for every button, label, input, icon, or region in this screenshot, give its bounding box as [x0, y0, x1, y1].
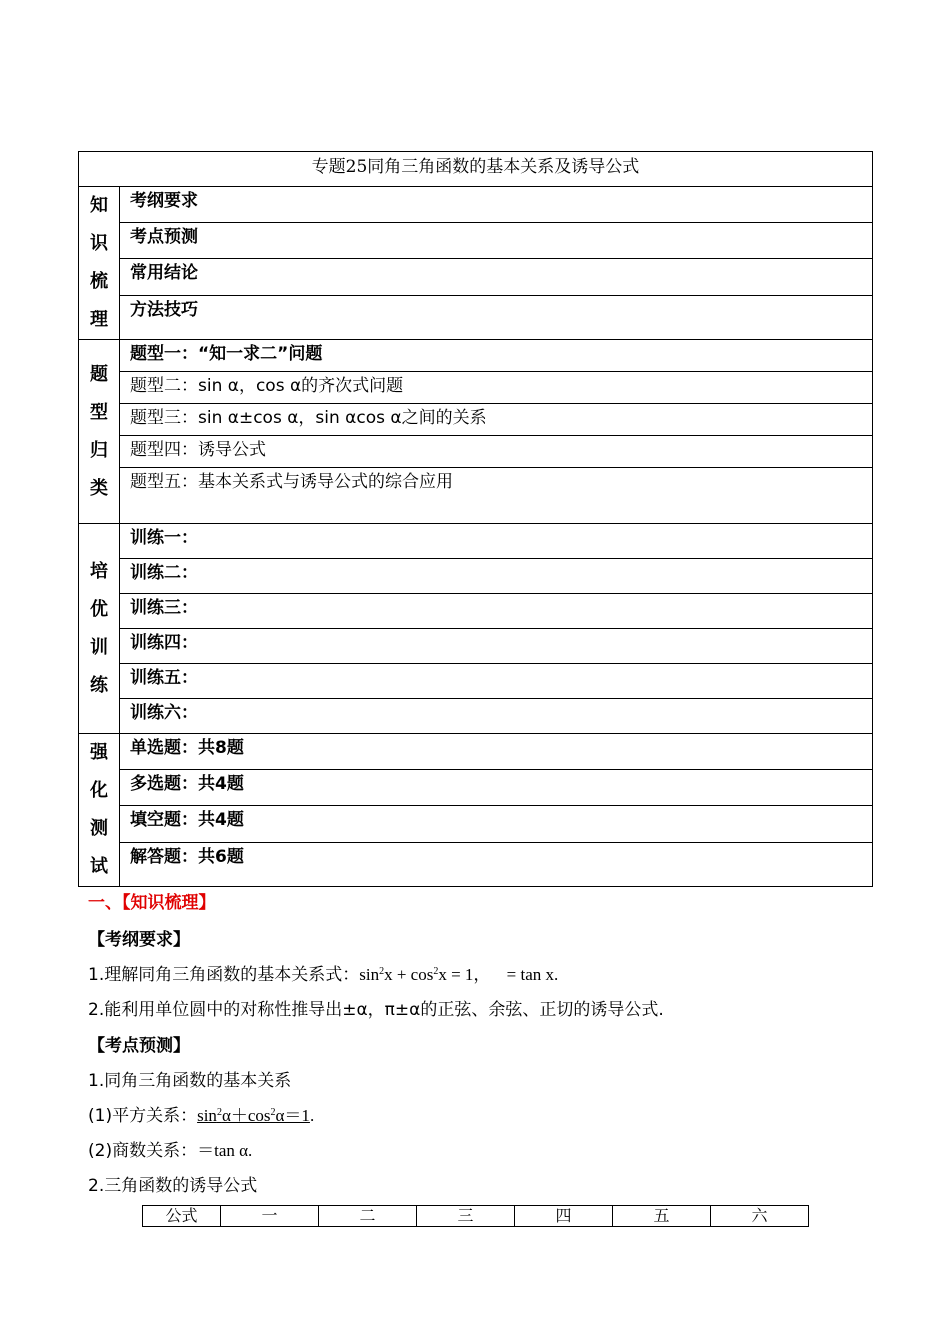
outline-item[interactable]: 题型四：诱导公式 [120, 436, 873, 468]
outline-item[interactable]: 题型二：sin α，cos α的齐次式问题 [120, 372, 873, 404]
outline-item[interactable]: 方法技巧 [120, 295, 873, 339]
outline-item[interactable]: 题型一：“知一求二”问题 [120, 340, 873, 372]
requirement-2: 2.能利用单位圆中的对称性推导出±α，π±α的正弦、余弦、正切的诱导公式. [88, 1000, 664, 1020]
outline-item[interactable]: 常用结论 [120, 259, 873, 295]
category-knowledge: 知 识 梳 理 [79, 187, 120, 340]
category-problem-types: 题 型 归 类 [79, 340, 120, 524]
outline-title: 专题25同角三角函数的基本关系及诱导公式 [79, 152, 873, 187]
outline-item[interactable]: 训练一： [120, 524, 873, 559]
formula-table [142, 1205, 809, 1227]
point-1a: (1)平方关系：$\sin^2\alpha+\cos^2\alpha=1$. [88, 1106, 315, 1126]
point-2: 2.三角函数的诱导公式 [88, 1176, 258, 1196]
outline-item[interactable]: 考点预测 [120, 223, 873, 259]
outline-item[interactable]: 训练二： [120, 559, 873, 594]
formula-header-cell: 六 [711, 1206, 809, 1227]
point-1b: (2)商数关系：＝tan α. [88, 1141, 253, 1161]
outline-table [78, 151, 873, 887]
section-heading: 一、【知识梳理】 [88, 893, 216, 913]
requirement-1: 1.理解同角三角函数的基本关系式：$\sin^2x + \cos^2x = 1$， = tan x. [88, 965, 559, 985]
outline-item[interactable]: 训练四： [120, 629, 873, 664]
formula-header-cell: 三 [417, 1206, 515, 1227]
outline-item[interactable]: 题型五：基本关系式与诱导公式的综合应用 [120, 468, 873, 524]
formula-header-cell: 五 [613, 1206, 711, 1227]
subsection-heading: 【考纲要求】 [88, 930, 190, 950]
outline-item[interactable]: 训练五： [120, 664, 873, 699]
category-training: 培 优 训 练 [79, 524, 120, 734]
outline-item[interactable]: 训练六： [120, 699, 873, 734]
outline-item[interactable]: 考纲要求 [120, 187, 873, 223]
point-1: 1.同角三角函数的基本关系 [88, 1071, 292, 1091]
formula-header-cell: 公式 [143, 1206, 221, 1227]
formula-header-cell: 一 [221, 1206, 319, 1227]
outline-item[interactable]: 题型三：sin α±cos α，sin αcos α之间的关系 [120, 404, 873, 436]
outline-item[interactable]: 多选题：共4题 [120, 770, 873, 806]
formula-header-cell: 四 [515, 1206, 613, 1227]
outline-item[interactable]: 填空题：共4题 [120, 806, 873, 842]
subsection-heading: 【考点预测】 [88, 1036, 190, 1056]
category-tests: 强 化 测 试 [79, 734, 120, 887]
outline-item[interactable]: 单选题：共8题 [120, 734, 873, 770]
formula-header-cell: 二 [319, 1206, 417, 1227]
outline-item[interactable]: 解答题：共6题 [120, 842, 873, 886]
outline-item[interactable]: 训练三： [120, 594, 873, 629]
